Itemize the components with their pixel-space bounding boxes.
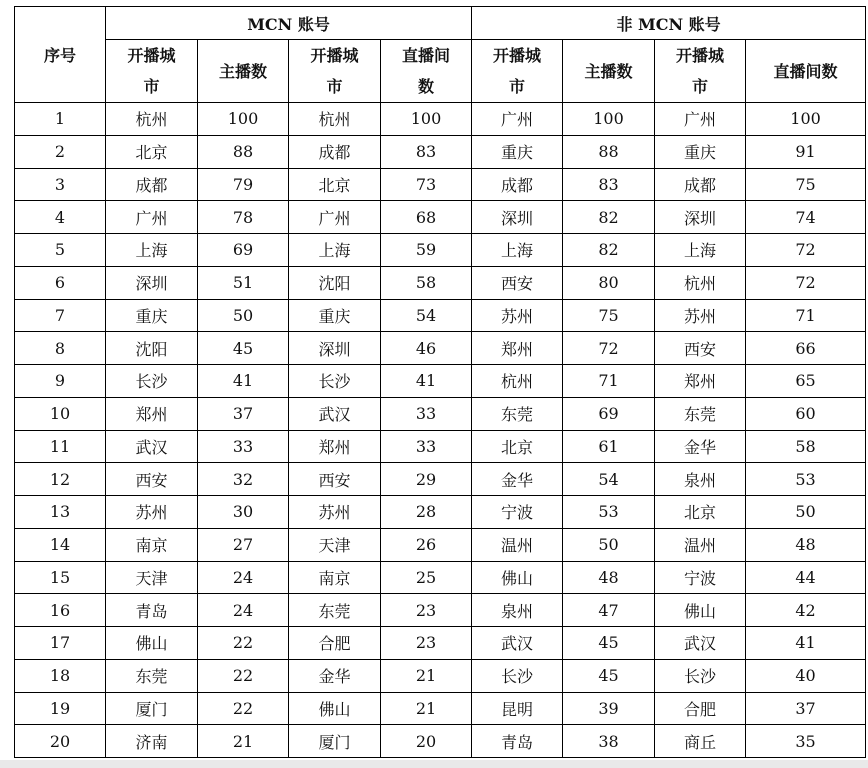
table-row: [15, 365, 866, 398]
cell-mcn-rooms: 28: [381, 496, 472, 529]
cell-mcn-rooms: 54: [381, 299, 472, 332]
cell-non-mcn-rooms: 72: [746, 266, 866, 299]
cell-non-mcn-city: 广州: [472, 103, 563, 136]
cell-mcn-anchors: 22: [198, 659, 289, 692]
cell-non-mcn-city-2: 杭州: [655, 266, 746, 299]
cell-non-mcn-rooms: 91: [746, 135, 866, 168]
cell-mcn-city-2: 厦门: [289, 725, 381, 758]
cell-seq: 3: [15, 168, 106, 201]
cell-non-mcn-city-2: 温州: [655, 528, 746, 561]
cell-mcn-city-2: 深圳: [289, 332, 381, 365]
cell-mcn-city-2: 郑州: [289, 430, 381, 463]
cell-non-mcn-city: 深圳: [472, 201, 563, 234]
cell-mcn-anchors: 24: [198, 594, 289, 627]
header-group-row: [15, 7, 866, 40]
cell-non-mcn-city-2: 合肥: [655, 692, 746, 725]
cell-non-mcn-anchors: 50: [563, 528, 655, 561]
cell-mcn-rooms: 59: [381, 234, 472, 267]
cell-non-mcn-city-2: 泉州: [655, 463, 746, 496]
cell-non-mcn-rooms: 72: [746, 234, 866, 267]
cell-mcn-anchors: 50: [198, 299, 289, 332]
bottom-scroll-edge: [0, 760, 868, 768]
cell-non-mcn-city: 佛山: [472, 561, 563, 594]
cell-mcn-city: 南京: [106, 528, 198, 561]
cell-mcn-city-2: 金华: [289, 659, 381, 692]
cell-mcn-anchors: 45: [198, 332, 289, 365]
cell-mcn-anchors: 22: [198, 627, 289, 660]
cell-non-mcn-city: 泉州: [472, 594, 563, 627]
cell-seq: 6: [15, 266, 106, 299]
cell-mcn-city: 苏州: [106, 496, 198, 529]
header-non-mcn-rooms: 直播间数: [746, 40, 866, 103]
cell-mcn-city: 天津: [106, 561, 198, 594]
cell-mcn-anchors: 27: [198, 528, 289, 561]
cell-non-mcn-anchors: 39: [563, 692, 655, 725]
cell-non-mcn-rooms: 75: [746, 168, 866, 201]
cell-non-mcn-rooms: 37: [746, 692, 866, 725]
cell-non-mcn-rooms: 50: [746, 496, 866, 529]
ranking-table: [14, 6, 866, 758]
cell-mcn-city: 厦门: [106, 692, 198, 725]
table-row: [15, 528, 866, 561]
cell-mcn-city: 济南: [106, 725, 198, 758]
cell-mcn-rooms: 58: [381, 266, 472, 299]
cell-mcn-city: 郑州: [106, 397, 198, 430]
table-row: [15, 135, 866, 168]
table-row: [15, 594, 866, 627]
cell-non-mcn-city: 金华: [472, 463, 563, 496]
cell-mcn-city: 东莞: [106, 659, 198, 692]
cell-seq: 1: [15, 103, 106, 136]
cell-non-mcn-city: 西安: [472, 266, 563, 299]
cell-non-mcn-rooms: 100: [746, 103, 866, 136]
cell-mcn-city-2: 广州: [289, 201, 381, 234]
cell-mcn-anchors: 33: [198, 430, 289, 463]
cell-non-mcn-city-2: 广州: [655, 103, 746, 136]
cell-non-mcn-anchors: 82: [563, 201, 655, 234]
cell-non-mcn-city-2: 北京: [655, 496, 746, 529]
cell-mcn-city-2: 上海: [289, 234, 381, 267]
cell-mcn-anchors: 32: [198, 463, 289, 496]
cell-seq: 19: [15, 692, 106, 725]
cell-non-mcn-city: 重庆: [472, 135, 563, 168]
header-group-non-mcn: 非 MCN 账号: [472, 7, 866, 40]
cell-non-mcn-anchors: 75: [563, 299, 655, 332]
cell-mcn-rooms: 21: [381, 692, 472, 725]
cell-mcn-rooms: 23: [381, 594, 472, 627]
cell-mcn-rooms: 100: [381, 103, 472, 136]
cell-mcn-city: 沈阳: [106, 332, 198, 365]
cell-non-mcn-rooms: 44: [746, 561, 866, 594]
cell-seq: 5: [15, 234, 106, 267]
cell-mcn-city-2: 合肥: [289, 627, 381, 660]
cell-non-mcn-city-2: 金华: [655, 430, 746, 463]
cell-mcn-anchors: 51: [198, 266, 289, 299]
cell-non-mcn-rooms: 42: [746, 594, 866, 627]
cell-mcn-city-2: 南京: [289, 561, 381, 594]
cell-non-mcn-rooms: 60: [746, 397, 866, 430]
cell-mcn-anchors: 41: [198, 365, 289, 398]
cell-mcn-city-2: 西安: [289, 463, 381, 496]
cell-mcn-anchors: 100: [198, 103, 289, 136]
cell-mcn-anchors: 79: [198, 168, 289, 201]
cell-seq: 20: [15, 725, 106, 758]
cell-mcn-city-2: 杭州: [289, 103, 381, 136]
cell-non-mcn-rooms: 65: [746, 365, 866, 398]
cell-non-mcn-anchors: 72: [563, 332, 655, 365]
cell-mcn-city: 重庆: [106, 299, 198, 332]
cell-mcn-anchors: 30: [198, 496, 289, 529]
table-row: [15, 234, 866, 267]
table-row: [15, 463, 866, 496]
cell-mcn-anchors: 78: [198, 201, 289, 234]
cell-mcn-city-2: 东莞: [289, 594, 381, 627]
cell-mcn-rooms: 20: [381, 725, 472, 758]
cell-mcn-city-2: 成都: [289, 135, 381, 168]
cell-non-mcn-city: 青岛: [472, 725, 563, 758]
cell-non-mcn-city: 北京: [472, 430, 563, 463]
cell-mcn-city: 青岛: [106, 594, 198, 627]
cell-mcn-anchors: 37: [198, 397, 289, 430]
cell-non-mcn-city-2: 苏州: [655, 299, 746, 332]
cell-non-mcn-anchors: 53: [563, 496, 655, 529]
cell-seq: 8: [15, 332, 106, 365]
cell-non-mcn-city: 杭州: [472, 365, 563, 398]
cell-non-mcn-anchors: 69: [563, 397, 655, 430]
cell-non-mcn-city-2: 宁波: [655, 561, 746, 594]
cell-seq: 18: [15, 659, 106, 692]
cell-mcn-rooms: 29: [381, 463, 472, 496]
cell-mcn-rooms: 46: [381, 332, 472, 365]
cell-non-mcn-city-2: 商丘: [655, 725, 746, 758]
cell-non-mcn-city-2: 武汉: [655, 627, 746, 660]
header-non-mcn-city-1: 开播城 市: [472, 40, 563, 103]
cell-non-mcn-anchors: 45: [563, 627, 655, 660]
cell-non-mcn-city-2: 佛山: [655, 594, 746, 627]
cell-mcn-rooms: 83: [381, 135, 472, 168]
header-mcn-rooms: 直播间 数: [381, 40, 472, 103]
cell-seq: 11: [15, 430, 106, 463]
header-mcn-city-1: 开播城 市: [106, 40, 198, 103]
cell-mcn-anchors: 69: [198, 234, 289, 267]
cell-mcn-city-2: 佛山: [289, 692, 381, 725]
cell-non-mcn-anchors: 47: [563, 594, 655, 627]
cell-non-mcn-rooms: 35: [746, 725, 866, 758]
cell-non-mcn-city: 上海: [472, 234, 563, 267]
cell-mcn-anchors: 22: [198, 692, 289, 725]
cell-mcn-city-2: 沈阳: [289, 266, 381, 299]
cell-non-mcn-rooms: 74: [746, 201, 866, 234]
cell-mcn-rooms: 26: [381, 528, 472, 561]
header-non-mcn-anchors: 主播数: [563, 40, 655, 103]
cell-mcn-city: 深圳: [106, 266, 198, 299]
cell-mcn-rooms: 33: [381, 397, 472, 430]
cell-non-mcn-city: 武汉: [472, 627, 563, 660]
cell-mcn-city: 西安: [106, 463, 198, 496]
cell-mcn-city-2: 武汉: [289, 397, 381, 430]
cell-non-mcn-anchors: 54: [563, 463, 655, 496]
cell-non-mcn-rooms: 40: [746, 659, 866, 692]
cell-non-mcn-rooms: 48: [746, 528, 866, 561]
table-row: [15, 496, 866, 529]
cell-non-mcn-city: 东莞: [472, 397, 563, 430]
header-column-row: [15, 40, 866, 103]
cell-non-mcn-rooms: 53: [746, 463, 866, 496]
table-row: [15, 627, 866, 660]
cell-non-mcn-anchors: 61: [563, 430, 655, 463]
cell-mcn-city: 广州: [106, 201, 198, 234]
cell-mcn-city: 武汉: [106, 430, 198, 463]
cell-mcn-rooms: 68: [381, 201, 472, 234]
cell-non-mcn-anchors: 80: [563, 266, 655, 299]
cell-non-mcn-city-2: 深圳: [655, 201, 746, 234]
cell-non-mcn-city-2: 成都: [655, 168, 746, 201]
cell-seq: 10: [15, 397, 106, 430]
cell-seq: 12: [15, 463, 106, 496]
cell-mcn-anchors: 21: [198, 725, 289, 758]
cell-seq: 14: [15, 528, 106, 561]
table-row: [15, 725, 866, 758]
cell-non-mcn-city: 成都: [472, 168, 563, 201]
cell-non-mcn-anchors: 45: [563, 659, 655, 692]
cell-seq: 7: [15, 299, 106, 332]
table-row: [15, 266, 866, 299]
cell-non-mcn-anchors: 82: [563, 234, 655, 267]
cell-non-mcn-city-2: 郑州: [655, 365, 746, 398]
cell-non-mcn-anchors: 71: [563, 365, 655, 398]
cell-seq: 2: [15, 135, 106, 168]
cell-seq: 15: [15, 561, 106, 594]
cell-seq: 13: [15, 496, 106, 529]
cell-non-mcn-city: 昆明: [472, 692, 563, 725]
table-row: [15, 692, 866, 725]
header-non-mcn-city-2: 开播城 市: [655, 40, 746, 103]
cell-seq: 17: [15, 627, 106, 660]
table-row: [15, 299, 866, 332]
cell-mcn-rooms: 73: [381, 168, 472, 201]
cell-mcn-city: 佛山: [106, 627, 198, 660]
table-body: [15, 103, 866, 758]
cell-non-mcn-rooms: 71: [746, 299, 866, 332]
table-header: [15, 7, 866, 103]
table-row: [15, 430, 866, 463]
cell-seq: 16: [15, 594, 106, 627]
cell-mcn-rooms: 33: [381, 430, 472, 463]
cell-mcn-rooms: 25: [381, 561, 472, 594]
cell-mcn-rooms: 41: [381, 365, 472, 398]
table-row: [15, 103, 866, 136]
table-row: [15, 332, 866, 365]
cell-non-mcn-rooms: 58: [746, 430, 866, 463]
cell-non-mcn-city: 长沙: [472, 659, 563, 692]
cell-mcn-city: 长沙: [106, 365, 198, 398]
cell-mcn-city: 上海: [106, 234, 198, 267]
cell-non-mcn-rooms: 41: [746, 627, 866, 660]
cell-mcn-city-2: 长沙: [289, 365, 381, 398]
cell-mcn-city-2: 北京: [289, 168, 381, 201]
cell-non-mcn-city-2: 重庆: [655, 135, 746, 168]
cell-non-mcn-anchors: 100: [563, 103, 655, 136]
cell-non-mcn-anchors: 83: [563, 168, 655, 201]
cell-mcn-rooms: 21: [381, 659, 472, 692]
cell-mcn-city: 成都: [106, 168, 198, 201]
cell-non-mcn-city: 郑州: [472, 332, 563, 365]
cell-non-mcn-city-2: 东莞: [655, 397, 746, 430]
cell-mcn-city: 北京: [106, 135, 198, 168]
cell-mcn-city-2: 苏州: [289, 496, 381, 529]
cell-non-mcn-city: 苏州: [472, 299, 563, 332]
table-row: [15, 659, 866, 692]
table-row: [15, 201, 866, 234]
cell-non-mcn-anchors: 48: [563, 561, 655, 594]
header-mcn-city-2: 开播城 市: [289, 40, 381, 103]
cell-non-mcn-city: 宁波: [472, 496, 563, 529]
header-group-mcn: MCN 账号: [106, 7, 472, 40]
cell-seq: 9: [15, 365, 106, 398]
header-mcn-anchors: 主播数: [198, 40, 289, 103]
cell-seq: 4: [15, 201, 106, 234]
cell-mcn-rooms: 23: [381, 627, 472, 660]
cell-mcn-anchors: 24: [198, 561, 289, 594]
cell-mcn-city-2: 天津: [289, 528, 381, 561]
table-row: [15, 168, 866, 201]
header-seq: 序号: [15, 7, 106, 103]
cell-non-mcn-city-2: 上海: [655, 234, 746, 267]
cell-mcn-city: 杭州: [106, 103, 198, 136]
cell-non-mcn-city-2: 西安: [655, 332, 746, 365]
cell-non-mcn-anchors: 88: [563, 135, 655, 168]
table-row: [15, 397, 866, 430]
cell-non-mcn-rooms: 66: [746, 332, 866, 365]
cell-mcn-city-2: 重庆: [289, 299, 381, 332]
cell-non-mcn-city-2: 长沙: [655, 659, 746, 692]
cell-non-mcn-city: 温州: [472, 528, 563, 561]
cell-non-mcn-anchors: 38: [563, 725, 655, 758]
table-row: [15, 561, 866, 594]
cell-mcn-anchors: 88: [198, 135, 289, 168]
